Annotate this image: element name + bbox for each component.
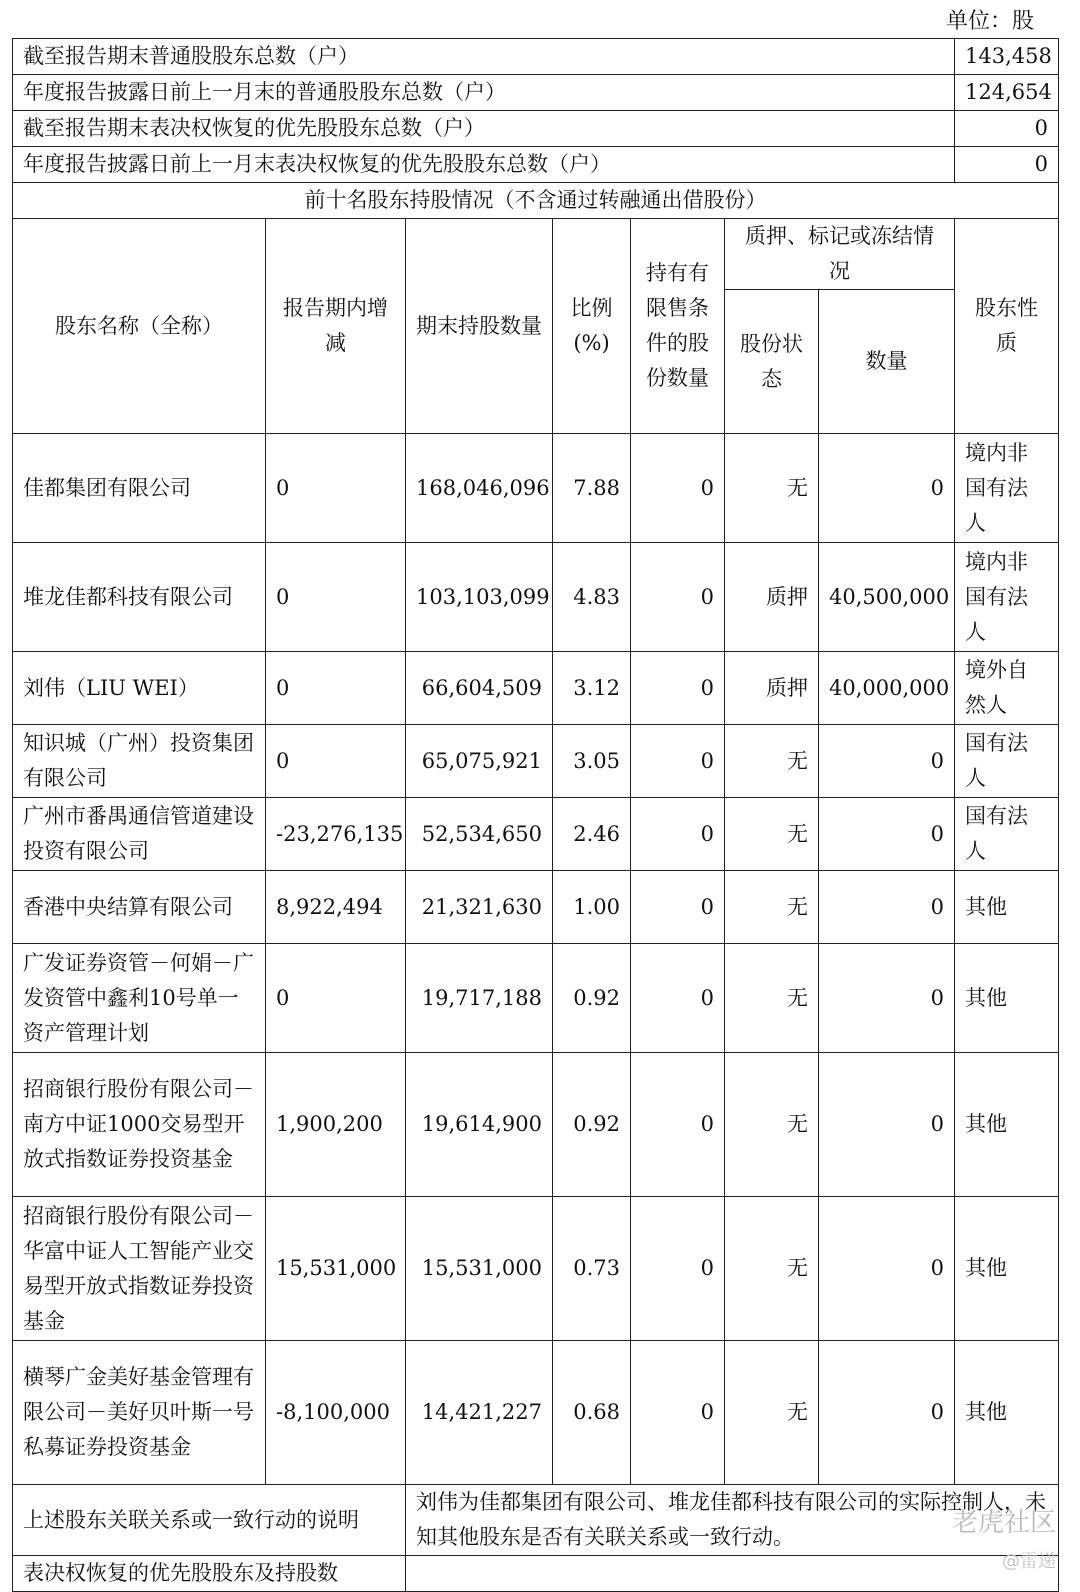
pledge-status-cell: 质押	[725, 543, 819, 652]
shares-cell: 65,075,921	[406, 725, 553, 798]
pledge-status-cell: 无	[725, 871, 819, 944]
header-change: 报告期内增减	[266, 219, 406, 434]
pledge-status-cell: 无	[725, 434, 819, 543]
ratio-cell: 7.88	[553, 434, 631, 543]
change-cell: 0	[266, 543, 406, 652]
shares-cell: 14,421,227	[406, 1341, 553, 1485]
pledge-status-cell: 无	[725, 1341, 819, 1485]
table-row	[13, 798, 1059, 871]
summary-label: 截至报告期末普通股股东总数（户）	[13, 39, 955, 75]
change-cell: 0	[266, 434, 406, 543]
restricted-cell: 0	[631, 1053, 725, 1197]
watermark-sub: @雷递	[1002, 1551, 1056, 1572]
header-pledge-group: 质押、标记或冻结情况	[725, 219, 955, 290]
change-cell: 1,900,200	[266, 1053, 406, 1197]
shareholder-name: 堆龙佳都科技有限公司	[13, 543, 266, 652]
table-row	[13, 871, 1059, 944]
nature-cell: 国有法人	[955, 798, 1059, 871]
table-row	[13, 725, 1059, 798]
shares-cell: 52,534,650	[406, 798, 553, 871]
pledge-status-cell: 质押	[725, 652, 819, 725]
nature-cell: 境内非国有法人	[955, 543, 1059, 652]
relation-row	[13, 1485, 1059, 1556]
ratio-cell: 0.92	[553, 944, 631, 1053]
pledge-qty-cell: 0	[819, 434, 955, 543]
ratio-cell: 0.73	[553, 1197, 631, 1341]
change-cell: 0	[266, 725, 406, 798]
summary-label: 截至报告期末表决权恢复的优先股股东总数（户）	[13, 111, 955, 147]
header-shares: 期末持股数量	[406, 219, 553, 434]
table-row	[13, 543, 1059, 652]
table-row	[13, 944, 1059, 1053]
header-ratio: 比例(%)	[553, 219, 631, 434]
section-title: 前十名股东持股情况（不含通过转融通出借股份）	[13, 183, 1059, 219]
pledge-qty-cell: 0	[819, 798, 955, 871]
table-row	[13, 1053, 1059, 1197]
summary-value: 124,654	[955, 75, 1059, 111]
summary-value: 143,458	[955, 39, 1059, 75]
change-cell: 8,922,494	[266, 871, 406, 944]
shareholder-name: 招商银行股份有限公司－南方中证1000交易型开放式指数证券投资基金	[13, 1053, 266, 1197]
restricted-cell: 0	[631, 434, 725, 543]
ratio-cell: 0.92	[553, 1053, 631, 1197]
change-cell: -8,100,000	[266, 1341, 406, 1485]
nature-cell: 国有法人	[955, 725, 1059, 798]
shares-cell: 66,604,509	[406, 652, 553, 725]
pledge-status-cell: 无	[725, 725, 819, 798]
pledge-status-cell: 无	[725, 798, 819, 871]
restricted-cell: 0	[631, 871, 725, 944]
restricted-cell: 0	[631, 798, 725, 871]
shareholder-table	[12, 38, 1059, 1592]
shareholder-name: 香港中央结算有限公司	[13, 871, 266, 944]
nature-cell: 境外自然人	[955, 652, 1059, 725]
pledge-status-cell: 无	[725, 1053, 819, 1197]
nature-cell: 其他	[955, 1341, 1059, 1485]
restricted-cell: 0	[631, 1197, 725, 1341]
truncated-label: 表决权恢复的优先股股东及持股数	[13, 1556, 406, 1592]
restricted-cell: 0	[631, 652, 725, 725]
shares-cell: 19,717,188	[406, 944, 553, 1053]
header-name: 股东名称（全称）	[13, 219, 266, 434]
shares-cell: 19,614,900	[406, 1053, 553, 1197]
summary-row	[13, 111, 1059, 147]
restricted-cell: 0	[631, 1341, 725, 1485]
summary-value: 0	[955, 111, 1059, 147]
header-restricted: 持有有限售条件的股份数量	[631, 219, 725, 434]
change-cell: 0	[266, 944, 406, 1053]
pledge-qty-cell: 0	[819, 725, 955, 798]
pledge-qty-cell: 40,000,000	[819, 652, 955, 725]
section-title-row	[13, 183, 1059, 219]
ratio-cell: 0.68	[553, 1341, 631, 1485]
nature-cell: 境内非国有法人	[955, 434, 1059, 543]
summary-row	[13, 75, 1059, 111]
ratio-cell: 1.00	[553, 871, 631, 944]
change-cell: 0	[266, 652, 406, 725]
summary-row	[13, 39, 1059, 75]
ratio-cell: 3.12	[553, 652, 631, 725]
summary-label: 年度报告披露日前上一月末表决权恢复的优先股股东总数（户）	[13, 147, 955, 183]
pledge-qty-cell: 40,500,000	[819, 543, 955, 652]
shares-cell: 15,531,000	[406, 1197, 553, 1341]
nature-cell: 其他	[955, 944, 1059, 1053]
shares-cell: 103,103,099	[406, 543, 553, 652]
ratio-cell: 4.83	[553, 543, 631, 652]
nature-cell: 其他	[955, 1053, 1059, 1197]
nature-cell: 其他	[955, 1197, 1059, 1341]
pledge-qty-cell: 0	[819, 944, 955, 1053]
summary-label: 年度报告披露日前上一月末的普通股股东总数（户）	[13, 75, 955, 111]
shareholder-name: 横琴广金美好基金管理有限公司－美好贝叶斯一号私募证券投资基金	[13, 1341, 266, 1485]
pledge-qty-cell: 0	[819, 871, 955, 944]
truncated-row	[13, 1556, 1059, 1592]
table-row	[13, 434, 1059, 543]
restricted-cell: 0	[631, 944, 725, 1053]
truncated-value	[406, 1556, 1059, 1592]
nature-cell: 其他	[955, 871, 1059, 944]
pledge-qty-cell: 0	[819, 1341, 955, 1485]
table-row	[13, 1341, 1059, 1485]
relation-text: 刘伟为佳都集团有限公司、堆龙佳都科技有限公司的实际控制人，未知其他股东是否有关联关系或一致行动。	[406, 1485, 1059, 1556]
restricted-cell: 0	[631, 543, 725, 652]
shareholder-name: 佳都集团有限公司	[13, 434, 266, 543]
header-row	[13, 219, 1059, 290]
shareholder-name: 招商银行股份有限公司－华富中证人工智能产业交易型开放式指数证券投资基金	[13, 1197, 266, 1341]
header-pledge-qty: 数量	[819, 290, 955, 434]
unit-label: 单位：股	[945, 9, 1034, 34]
shares-cell: 21,321,630	[406, 871, 553, 944]
pledge-status-cell: 无	[725, 944, 819, 1053]
shares-cell: 168,046,096	[406, 434, 553, 543]
pledge-status-cell: 无	[725, 1197, 819, 1341]
summary-row	[13, 147, 1059, 183]
change-cell: -23,276,135	[266, 798, 406, 871]
header-pledge-status: 股份状态	[725, 290, 819, 434]
pledge-qty-cell: 0	[819, 1053, 955, 1197]
relation-label: 上述股东关联关系或一致行动的说明	[13, 1485, 406, 1556]
shareholder-name: 广发证券资管－何娟－广发资管中鑫利10号单一资产管理计划	[13, 944, 266, 1053]
ratio-cell: 2.46	[553, 798, 631, 871]
shareholder-name: 刘伟（LIU WEI）	[13, 652, 266, 725]
shareholder-name: 知识城（广州）投资集团有限公司	[13, 725, 266, 798]
change-cell: 15,531,000	[266, 1197, 406, 1341]
summary-value: 0	[955, 147, 1059, 183]
ratio-cell: 3.05	[553, 725, 631, 798]
shareholder-name: 广州市番禺通信管道建设投资有限公司	[13, 798, 266, 871]
pledge-qty-cell: 0	[819, 1197, 955, 1341]
watermark: 老虎社区	[951, 1508, 1056, 1538]
restricted-cell: 0	[631, 725, 725, 798]
header-nature: 股东性质	[955, 219, 1059, 434]
table-row	[13, 1197, 1059, 1341]
table-row	[13, 652, 1059, 725]
